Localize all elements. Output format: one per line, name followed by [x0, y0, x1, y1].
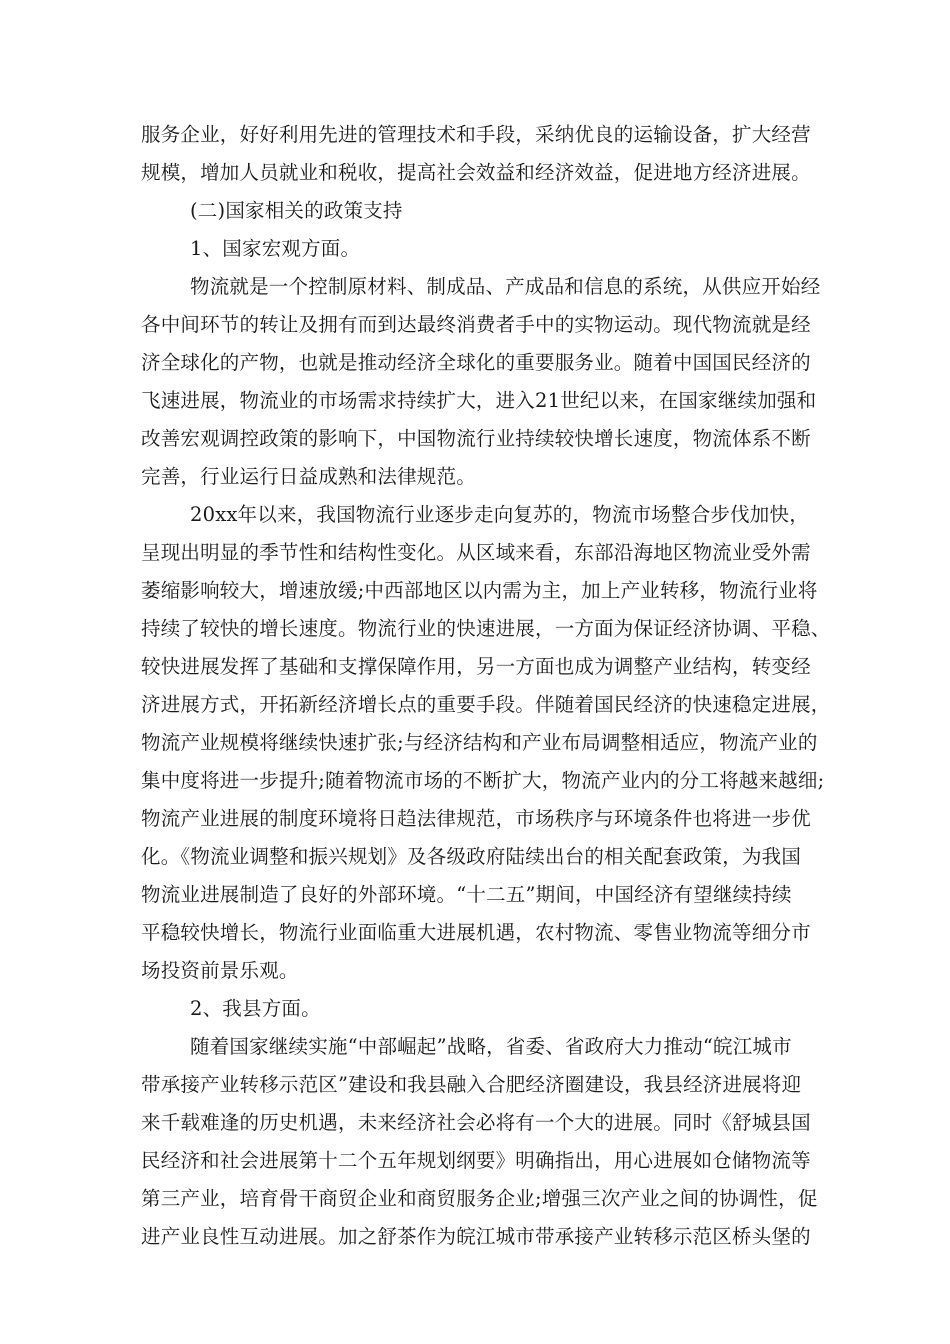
body-text-line: 带承接产业转移示范区”建设和我县融入合肥经济圈建设，我县经济进展将迎	[141, 1073, 802, 1096]
body-text-line: 各中间环节的转让及拥有而到达最终消费者手中的实物运动。现代物流就是经	[141, 313, 811, 336]
body-text-line: 场投资前景乐观。	[141, 959, 299, 982]
section-heading: (二)国家相关的政策支持	[190, 199, 403, 222]
subsection-heading: 2、我县方面。	[190, 997, 321, 1020]
body-text-line: 平稳较快增长，物流行业面临重大进展机遇，农村物流、零售业物流等细分市	[141, 921, 811, 944]
body-text-line: 物流业进展制造了良好的外部环境。“十二五”期间，中国经济有望继续持续	[141, 883, 792, 906]
body-text-line: 规模，增加人员就业和税收，提高社会效益和经济效益，促进地方经济进展。	[141, 161, 811, 184]
body-text-line: 物流就是一个控制原材料、制成品、产成品和信息的系统，从供应开始经	[190, 275, 821, 298]
body-text-line: 持续了较快的增长速度。物流行业的快速进展，一方面为保证经济协调、平稳、	[141, 617, 831, 640]
body-text-line: 来千载难逢的历史机遇，未来经济社会必将有一个大的进展。同时《舒城县国	[141, 1111, 811, 1134]
body-text-line: 较快进展发挥了基础和支撑保障作用，另一方面也成为调整产业结构，转变经	[141, 655, 811, 678]
body-text-line: 服务企业，好好利用先进的管理技术和手段，采纳优良的运输设备，扩大经营	[141, 123, 811, 146]
body-text-line: 集中度将进一步提升;随着物流市场的不断扩大，物流产业内的分工将越来越细;	[141, 769, 825, 792]
body-text-line: 第三产业，培育骨干商贸企业和商贸服务企业;增强三次产业之间的协调性，促	[141, 1187, 818, 1210]
body-text-line: 呈现出明显的季节性和结构性变化。从区域来看，东部沿海地区物流业受外需	[141, 541, 811, 564]
body-text-line: 物流产业进展的制度环境将日趋法律规范，市场秩序与环境条件也将进一步优	[141, 807, 811, 830]
body-text-line: 进产业良性互动进展。加之舒茶作为皖江城市带承接产业转移示范区桥头堡的	[141, 1225, 811, 1248]
body-text-line: 民经济和社会进展第十二个五年规划纲要》明确指出，用心进展如仓储物流等	[141, 1149, 811, 1172]
body-text-line: 萎缩影响较大，增速放缓;中西部地区以内需为主，加上产业转移，物流行业将	[141, 579, 818, 602]
body-text-line: 完善，行业运行日益成熟和法律规范。	[141, 465, 476, 488]
body-text-line: 20xx年以来，我国物流行业逐步走向复苏的，物流市场整合步伐加快，	[190, 503, 809, 526]
body-text-line: 济进展方式，开拓新经济增长点的重要手段。伴随着国民经济的快速稳定进展，	[141, 693, 831, 716]
body-text-line: 改善宏观调控政策的影响下，中国物流行业持续较快增长速度，物流体系不断	[141, 427, 811, 450]
body-text-line: 济全球化的产物，也就是推动经济全球化的重要服务业。随着中国国民经济的	[141, 351, 811, 374]
subsection-heading: 1、国家宏观方面。	[190, 237, 361, 260]
body-text-line: 化。《物流业调整和振兴规划》及各级政府陆续出台的相关配套政策，为我国	[141, 845, 802, 868]
body-text-line: 物流产业规模将继续快速扩张;与经济结构和产业布局调整相适应，物流产业的	[141, 731, 818, 754]
body-text-line: 飞速进展，物流业的市场需求持续扩大，进入21世纪以来，在国家继续加强和	[141, 389, 817, 412]
body-text-line: 随着国家继续实施“中部崛起”战略，省委、省政府大力推动“皖江城市	[190, 1035, 792, 1058]
